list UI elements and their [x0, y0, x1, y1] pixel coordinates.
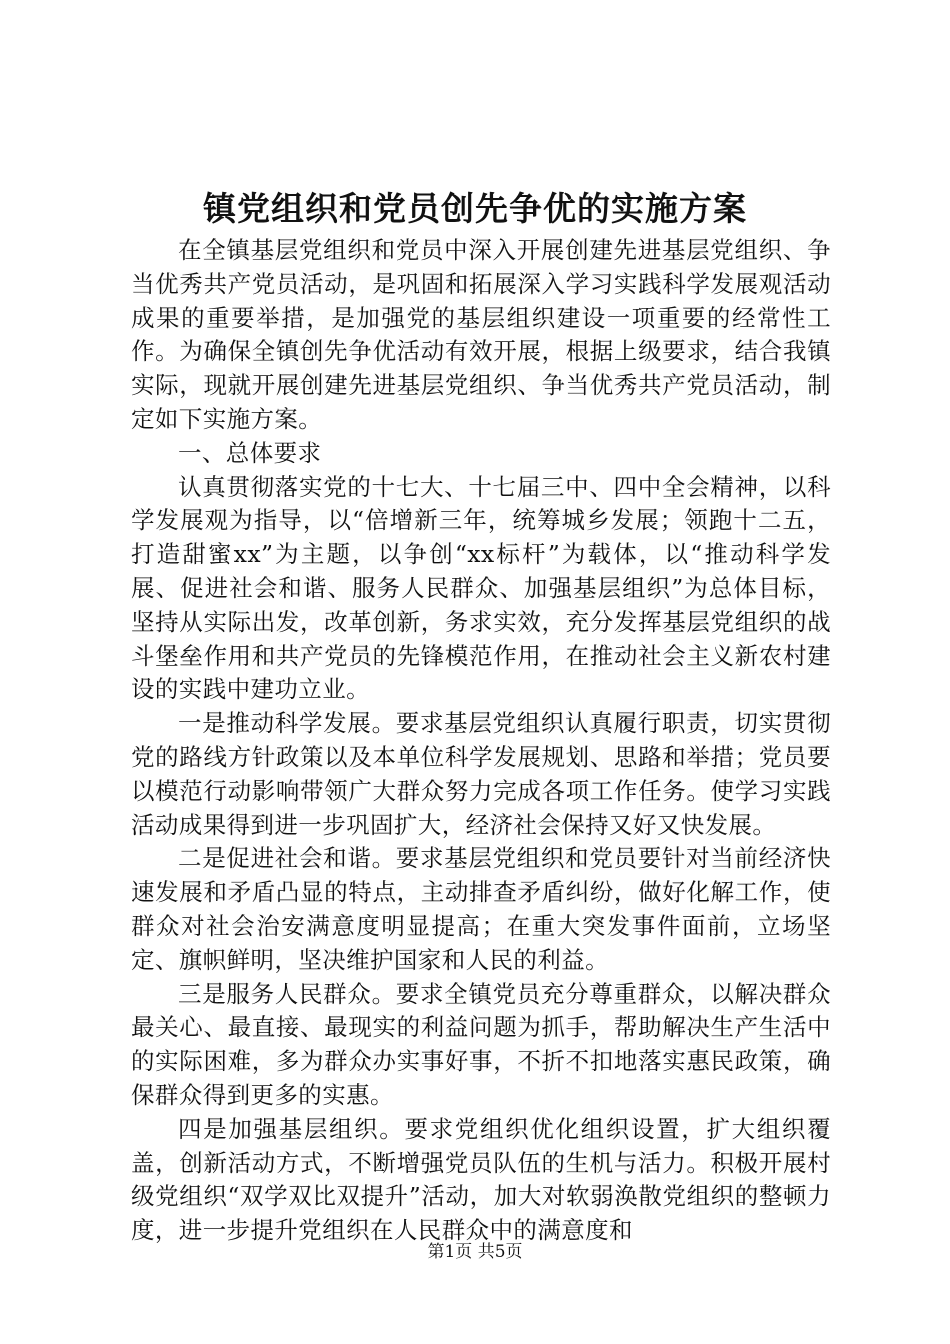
paragraph-intro: 在全镇基层党组织和党员中深入开展创建先进基层党组织、争当优秀共产党员活动，是巩固和拓展深入学习实践科学发展观活动成果的重要举措，是加强党的基层组织建设一项重要的经常性工作。为确保全镇创先争优活动有效开展，根据上级要求，结合我镇实际，现就开展创建先进基层党组织、争当优秀共产党员活动，制定如下实施方案。: [131, 236, 831, 433]
paragraph-item-2: 二是促进社会和谐。要求基层党组织和党员要针对当前经济快速发展和矛盾凸显的特点，主动排查矛盾纠纷，做好化解工作，使群众对社会治安满意度明显提高；在重大突发事件面前，立场坚定、旗帜鲜明，坚决维护国家和人民的利益。: [131, 844, 831, 974]
paragraph-item-3: 三是服务人民群众。要求全镇党员充分尊重群众，以解决群众最关心、最直接、最现实的利益问题为抓手，帮助解决生产生活中的实际困难，多为群众办实事好事，不折不扣地落实惠民政策，确保群众得到更多的实惠。: [131, 979, 831, 1109]
section-heading-general-requirements: 一、总体要求: [178, 438, 322, 467]
paragraph-item-1: 一是推动科学发展。要求基层党组织认真履行职责，切实贯彻党的路线方针政策以及本单位科学发展规划、思路和举措；党员要以模范行动影响带领广大群众努力完成各项工作任务。使学习实践活动成果得到进一步巩固扩大，经济社会保持又好又快发展。: [131, 709, 831, 839]
document-title: 镇党组织和党员创先争优的实施方案: [203, 189, 747, 228]
paragraph-general-requirements: 认真贯彻落实党的十七大、十七届三中、四中全会精神，以科学发展观为指导，以“倍增新三年，统筹城乡发展；领跑十二五，打造甜蜜xx”为主题，以争创“xx标杆”为载体，以“推动科学发展、促进社会和谐、服务人民群众、加强基层组织”为总体目标，坚持从实际出发，改革创新，务求实效，充分发挥基层党组织的战斗堡垒作用和共产党员的先锋模范作用，在推动社会主义新农村建设的实践中建功立业。: [131, 472, 831, 704]
paragraph-item-4: 四是加强基层组织。要求党组织优化组织设置，扩大组织覆盖，创新活动方式，不断增强党员队伍的生机与活力。积极开展村级党组织“双学双比双提升”活动，加大对软弱涣散党组织的整顿力度，进一步提升党组织在人民群众中的满意度和: [131, 1114, 831, 1245]
document-body: [131, 234, 831, 1248]
page-indicator: 第1页 共5页: [427, 1242, 523, 1262]
